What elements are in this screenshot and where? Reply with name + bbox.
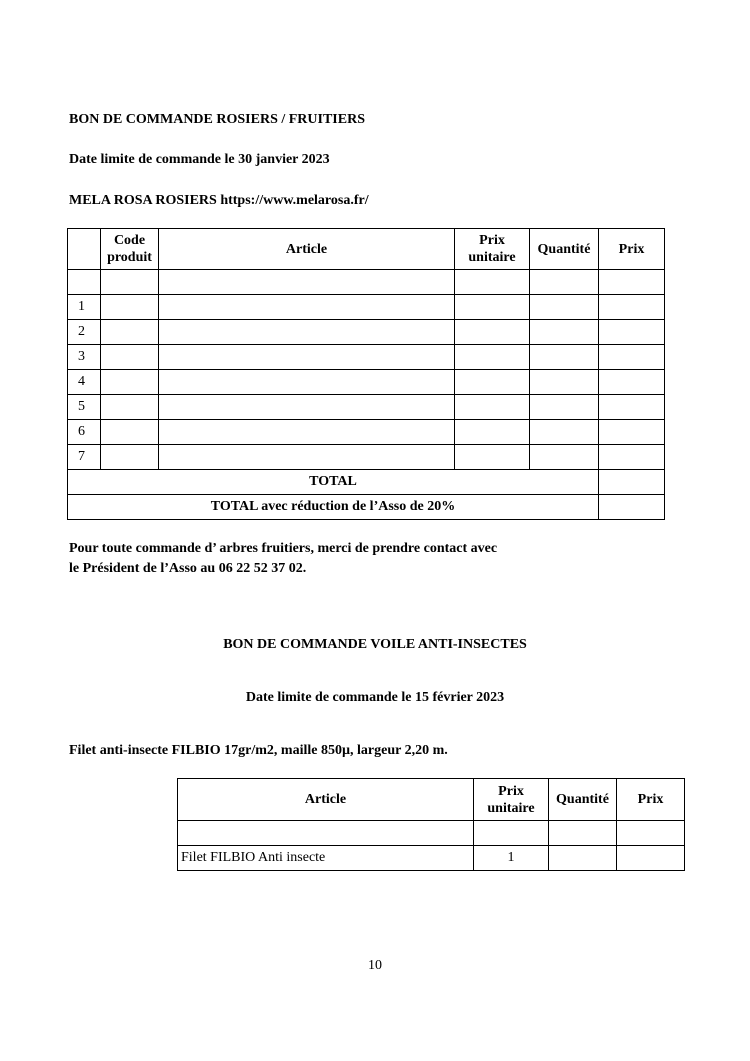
- cell-quantite[interactable]: [530, 395, 599, 420]
- cell-code[interactable]: [101, 370, 159, 395]
- header-article: Article: [159, 229, 455, 270]
- table-row: [68, 345, 665, 370]
- total-row: [68, 470, 665, 495]
- cell-prix-unitaire[interactable]: [474, 821, 549, 846]
- header-prix-unitaire: [455, 229, 530, 270]
- cell-article[interactable]: [159, 420, 455, 445]
- voile-order-table: [177, 778, 685, 871]
- header-prix-unitaire-line2: unitaire: [487, 800, 535, 816]
- cell-code[interactable]: [101, 420, 159, 445]
- note-line-2: le Président de l’Asso au 06 22 52 37 02.: [69, 561, 307, 576]
- table-row: [178, 821, 685, 846]
- header-num: [68, 229, 101, 270]
- cell-prix-unitaire[interactable]: [455, 370, 530, 395]
- header-prix: Prix: [599, 229, 665, 270]
- cell-prix-unitaire[interactable]: [455, 320, 530, 345]
- cell-article[interactable]: [159, 270, 455, 295]
- header-code-produit: [101, 229, 159, 270]
- total-label: TOTAL: [68, 470, 599, 495]
- row-number: 6: [68, 420, 101, 445]
- cell-prix[interactable]: [599, 345, 665, 370]
- cell-article[interactable]: [159, 295, 455, 320]
- cell-prix-unitaire[interactable]: [455, 345, 530, 370]
- cell-code[interactable]: [101, 395, 159, 420]
- total-reduction-row: [68, 495, 665, 520]
- cell-article[interactable]: [159, 395, 455, 420]
- header-prix-unitaire-line1: Prix: [479, 233, 505, 248]
- table-row: [68, 395, 665, 420]
- cell-prix-unitaire[interactable]: [455, 445, 530, 470]
- cell-article[interactable]: Filet FILBIO Anti insecte: [178, 846, 474, 871]
- total-reduction-value-cell[interactable]: [599, 495, 665, 520]
- header-quantite: Quantité: [549, 779, 617, 821]
- rosiers-deadline: Date limite de commande le 30 janvier 2023: [69, 152, 330, 167]
- table-header-row: [68, 229, 665, 270]
- cell-prix-unitaire[interactable]: [455, 270, 530, 295]
- row-number: 3: [68, 345, 101, 370]
- cell-article[interactable]: [178, 821, 474, 846]
- cell-prix[interactable]: [599, 420, 665, 445]
- table-row: [68, 445, 665, 470]
- cell-code[interactable]: [101, 345, 159, 370]
- cell-prix[interactable]: [599, 320, 665, 345]
- voile-title: BON DE COMMANDE VOILE ANTI-INSECTES: [223, 637, 527, 652]
- cell-prix-unitaire[interactable]: [455, 420, 530, 445]
- row-number: 7: [68, 445, 101, 470]
- header-quantite: Quantité: [530, 229, 599, 270]
- cell-quantite[interactable]: [530, 295, 599, 320]
- cell-prix[interactable]: [599, 370, 665, 395]
- voile-deadline: Date limite de commande le 15 février 2023: [245, 690, 505, 705]
- cell-quantite[interactable]: [530, 270, 599, 295]
- cell-article[interactable]: [159, 320, 455, 345]
- fruitiers-contact-note: [69, 539, 497, 579]
- cell-prix[interactable]: [599, 270, 665, 295]
- header-prix-unitaire-line2: unitaire: [468, 250, 516, 265]
- row-number: 1: [68, 295, 101, 320]
- cell-quantite[interactable]: [530, 345, 599, 370]
- row-number: [68, 270, 101, 295]
- cell-prix[interactable]: [599, 295, 665, 320]
- table-header-row: [178, 779, 685, 821]
- header-prix-unitaire-line1: Prix: [498, 783, 524, 799]
- row-number: 2: [68, 320, 101, 345]
- cell-quantite[interactable]: [549, 821, 617, 846]
- header-prix: Prix: [617, 779, 685, 821]
- rosiers-order-table: [67, 228, 665, 520]
- cell-article[interactable]: [159, 370, 455, 395]
- cell-quantite[interactable]: [530, 445, 599, 470]
- header-code-line1: Code: [113, 233, 146, 248]
- table-row: [68, 370, 665, 395]
- note-line-1: Pour toute commande d’ arbres fruitiers, merci de prendre contact avec: [69, 541, 498, 556]
- cell-code[interactable]: [101, 320, 159, 345]
- rosiers-supplier: MELA ROSA ROSIERS https://www.melarosa.fr/: [69, 193, 369, 208]
- header-article: Article: [178, 779, 474, 821]
- voile-product-description: Filet anti-insecte FILBIO 17gr/m2, maille 850µ, largeur 2,20 m.: [69, 743, 448, 758]
- cell-quantite[interactable]: [530, 420, 599, 445]
- table-row: [68, 320, 665, 345]
- total-reduction-label: TOTAL avec réduction de l’Asso de 20%: [68, 495, 599, 520]
- cell-prix[interactable]: [617, 846, 685, 871]
- table-row: [68, 295, 665, 320]
- page-number: 10: [368, 958, 382, 973]
- cell-quantite[interactable]: [549, 846, 617, 871]
- table-row: [68, 270, 665, 295]
- cell-quantite[interactable]: [530, 370, 599, 395]
- row-number: 5: [68, 395, 101, 420]
- cell-prix[interactable]: [617, 821, 685, 846]
- cell-quantite[interactable]: [530, 320, 599, 345]
- cell-prix-unitaire[interactable]: [455, 295, 530, 320]
- cell-prix-unitaire[interactable]: 1: [474, 846, 549, 871]
- total-value-cell[interactable]: [599, 470, 665, 495]
- cell-code[interactable]: [101, 270, 159, 295]
- cell-article[interactable]: [159, 345, 455, 370]
- cell-code[interactable]: [101, 295, 159, 320]
- cell-code[interactable]: [101, 445, 159, 470]
- cell-prix[interactable]: [599, 445, 665, 470]
- cell-article[interactable]: [159, 445, 455, 470]
- cell-prix[interactable]: [599, 395, 665, 420]
- row-number: 4: [68, 370, 101, 395]
- header-prix-unitaire: [474, 779, 549, 821]
- rosiers-title: BON DE COMMANDE ROSIERS / FRUITIERS: [69, 112, 365, 127]
- header-code-line2: produit: [107, 250, 152, 265]
- cell-prix-unitaire[interactable]: [455, 395, 530, 420]
- table-row: [68, 420, 665, 445]
- table-row: [178, 846, 685, 871]
